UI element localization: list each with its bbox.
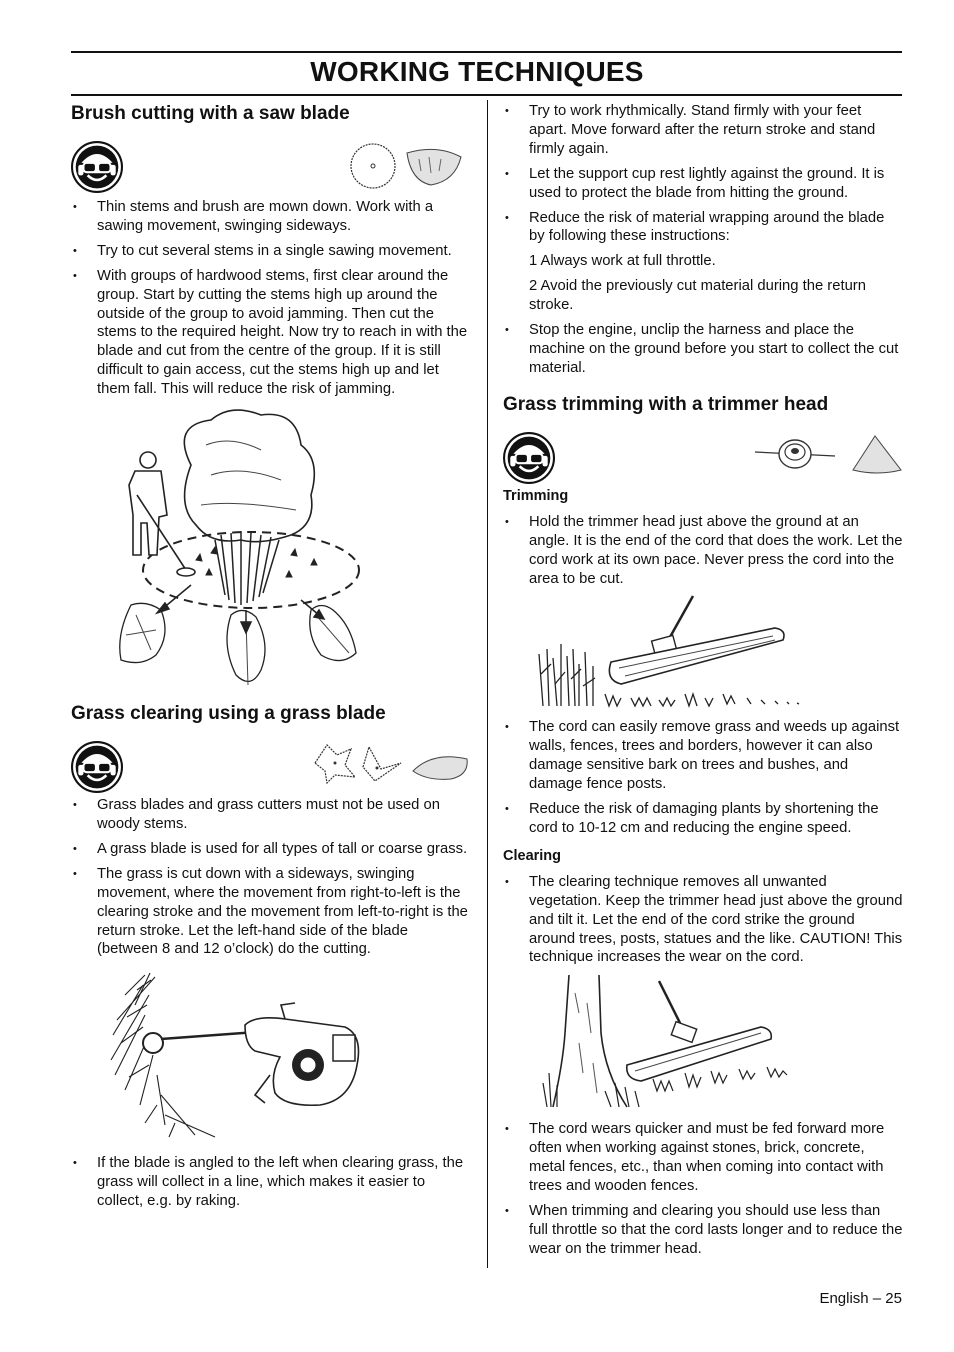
list-item: • The cord can easily remove grass and weeds up against walls, fences, trees and borders, however it can also damage sensitive bark on trees and bushes, and damage fence posts.: [503, 718, 903, 794]
protective-helmet-icon: [71, 741, 123, 793]
list-item: • Hold the trimmer head just above the ground at an angle. It is the end of the cord that does the work. Let the cord work at its own pace. Never press the cord into the area to be cut.: [503, 513, 903, 589]
trimmer-heading: Grass trimming with a trimmer head: [503, 393, 829, 415]
clearing-label: Clearing: [503, 847, 562, 864]
list-item: • Try to work rhythmically. Stand firmly with your feet apart. Move forward after the return stroke and stand firmly again.: [503, 102, 903, 159]
trimming-bullets: [503, 513, 903, 589]
list-item: • The grass is cut down with a sideways, swinging movement, where the movement from right-to-left is the clearing stroke and the movement from left-to-right is the return stroke. Let the left-hand side of the blade (between 8 and 12 o’clock) do the cutting.: [71, 865, 471, 960]
list-item: • The cord wears quicker and must be fed forward more often when working against stones, brick, concrete, metal fences, etc., than when coming into contact with trees and wooden fences.: [503, 1120, 903, 1196]
step-1: 1 Always work at full throttle.: [529, 253, 716, 270]
brush-bullets: [71, 198, 471, 399]
protective-helmet-icon: [71, 141, 123, 193]
title-rule: [71, 94, 902, 96]
trimming-illustration: [535, 594, 825, 709]
page-title: WORKING TECHNIQUES: [310, 56, 644, 87]
trimmer-head-icon: [753, 432, 903, 476]
list-item: • Reduce the risk of damaging plants by shortening the cord to 10-12 cm and reducing the engine speed.: [503, 800, 903, 838]
grass-icon-row: [71, 741, 471, 795]
list-item: • A grass blade is used for all types of tall or coarse grass.: [71, 840, 471, 859]
step-2: 2 Avoid the previously cut material during the return stroke.: [529, 278, 866, 314]
clearing-illustration: [535, 973, 815, 1113]
list-item: • Thin stems and brush are mown down. Work with a sawing movement, swinging sideways.: [71, 198, 471, 236]
brush-heading: Brush cutting with a saw blade: [71, 103, 350, 124]
trimming-after-bullets: [503, 718, 903, 837]
clearing-bullets: [503, 873, 903, 968]
list-item: • With groups of hardwood stems, first clear around the group. Start by cutting the stems high up around the outside of the group to avoid jamming. Then cut the stems to the required height. Now try to reach in with the blade and cut from the centre of the group. If it is still difficult to gain access, cut the stems high up and let them fall. This will reduce the risk of jamming.: [71, 267, 471, 399]
brush-icon-row: [71, 141, 471, 195]
left-column: [71, 102, 471, 1217]
list-item: • Try to cut several stems in a single sawing movement.: [71, 242, 471, 261]
page-footer: English – 25: [819, 1290, 902, 1307]
grass-heading: Grass clearing using a grass blade: [71, 703, 386, 725]
list-item: • Let the support cup rest lightly against the ground. It is used to protect the blade from hitting the ground.: [503, 165, 903, 203]
brush-cutting-illustration: [111, 405, 371, 695]
top-rule: [71, 51, 902, 53]
trimmer-icon-row: [503, 432, 903, 482]
grass-blade-icon: [311, 741, 471, 785]
grass-clearing-illustration: [105, 965, 365, 1143]
saw-blade-bullets-continued: [503, 102, 903, 246]
list-item: • The clearing technique removes all unwanted vegetation. Keep the trimmer head just above the ground and tilt it. Let the end of the cord strike the ground around trees, posts, statues and the like. CAUTION! This technique increases the wear on the cord.: [503, 873, 903, 968]
clearing-after-bullets: [503, 1120, 903, 1258]
grass-bullets: [71, 796, 471, 959]
protective-helmet-icon: [503, 432, 555, 484]
list-item: • If the blade is angled to the left when clearing grass, the grass will collect in a line, which makes it easier to collect, e.g. by raking.: [71, 1154, 471, 1211]
column-divider: [487, 100, 488, 1268]
list-item: • When trimming and clearing you should use less than full throttle so that the cord lasts longer and to reduce the wear on the trimmer head.: [503, 1202, 903, 1259]
list-item: • Stop the engine, unclip the harness and place the machine on the ground before you start to collect the cut material.: [503, 321, 903, 378]
list-item: • Reduce the risk of material wrapping around the blade by following these instructions:: [503, 209, 903, 247]
trimming-label: Trimming: [503, 487, 569, 504]
saw-blade-icon: [349, 141, 471, 191]
list-item: • Grass blades and grass cutters must not be used on woody stems.: [71, 796, 471, 834]
saw-blade-bullets-after: [503, 321, 903, 378]
grass-bullets-after: [71, 1154, 471, 1211]
right-column: [503, 102, 903, 1265]
